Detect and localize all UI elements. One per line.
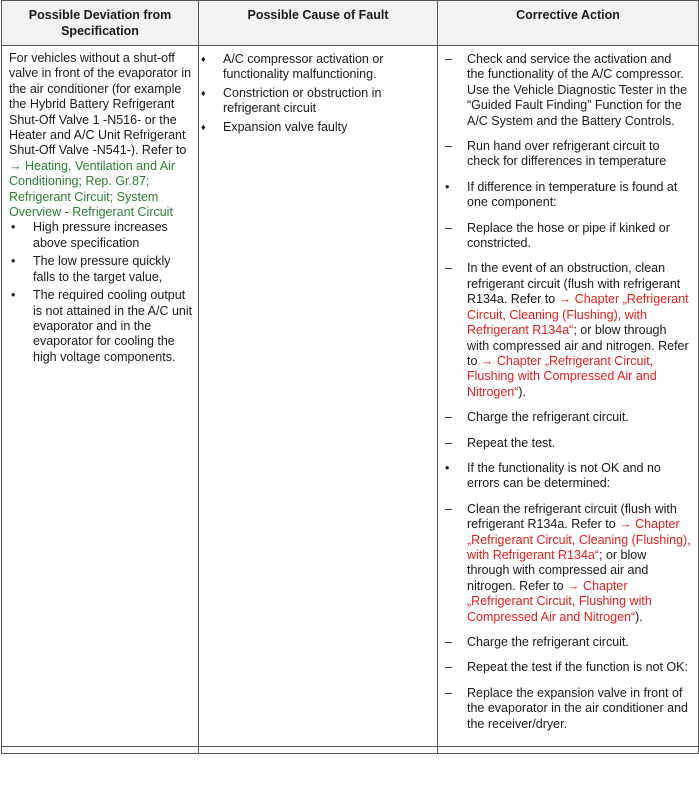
list-item <box>438 410 692 425</box>
action-text: Clean the refrigerant circuit (flush with refrigerant R134a. Refer to <box>467 501 677 532</box>
action-text: ). <box>518 384 527 399</box>
action-text: Replace the expansion valve in front of the evaporator in the air conditioner and the receiver/dryer. <box>467 685 688 731</box>
list-item <box>438 139 692 170</box>
list-item <box>438 660 692 675</box>
action-text: Repeat the test if the function is not OK: <box>467 660 688 675</box>
troubleshooting-table <box>1 0 699 754</box>
deviation-bullets <box>9 220 194 365</box>
dash-icon: – <box>445 501 452 516</box>
action-text: Check and service the activation and the functionality of the A/C compressor. Use the Vehicle Diagnostic Tester in the “Guided Fault Finding” Function for the A/C System and the Battery Controls. <box>467 52 688 128</box>
list-item <box>438 52 692 129</box>
cause-cell <box>199 46 438 747</box>
flushing-refrigerant-link[interactable]: → Chapter „Refrigerant Circuit, Cleaning (Flushing), with Refrigerant R134a“ <box>467 292 689 338</box>
list-item <box>438 180 692 211</box>
deviation-intro <box>9 51 194 220</box>
action-text: Replace the hose or pipe if kinked or constricted. <box>467 220 670 251</box>
list-item <box>9 220 194 251</box>
deviation-cell <box>2 46 199 747</box>
cause-text: Expansion valve faulty <box>223 119 348 134</box>
list-item <box>438 261 692 400</box>
empty-cell <box>438 747 699 754</box>
diamond-bullet-icon: ♦ <box>201 87 206 98</box>
list-item <box>438 436 692 451</box>
action-text: Run hand over refrigerant circuit to check for differences in temperature <box>467 139 667 169</box>
cause-text: Constriction or obstruction in refrigerant circuit <box>223 85 382 116</box>
header-action: Corrective Action <box>438 1 699 46</box>
heating-ventilation-link[interactable]: → Heating, Ventilation and Air Conditioning; Rep. Gr.87; Refrigerant Circuit; System Overview - Refrigerant Circuit <box>9 158 176 220</box>
deviation-intro-text: For vehicles without a shut-off valve in front of the evaporator in the air conditioner (for example the Hybrid Battery Refrigerant Shut-Off Valve 1 -N516- or the Heater and A/C Unit Refrigerant Shut-Off Valve -N541-). Refer to <box>9 51 192 158</box>
list-item <box>9 254 194 285</box>
cause-list <box>199 52 433 135</box>
action-text: Charge the refrigerant circuit. <box>467 410 629 425</box>
table-row <box>2 46 699 747</box>
dash-icon: – <box>445 220 452 235</box>
dash-icon: – <box>445 410 452 425</box>
list-item <box>199 52 433 83</box>
list-item <box>9 288 194 365</box>
list-item <box>438 686 692 732</box>
flushing-air-nitrogen-link[interactable]: → Chapter „Refrigerant Circuit, Flushing with Compressed Air and Nitrogen“ <box>467 353 657 399</box>
list-item <box>199 120 433 135</box>
action-list <box>438 52 692 732</box>
dash-icon: – <box>445 261 452 276</box>
action-text: If the functionality is not OK and no errors can be determined: <box>467 460 661 491</box>
header-cause: Possible Cause of Fault <box>199 1 438 46</box>
diamond-bullet-icon: ♦ <box>201 54 206 64</box>
header-row <box>2 1 699 46</box>
flushing-refrigerant-link[interactable]: → Chapter „Refrigerant Circuit, Cleaning (Flushing), with Refrigerant R134a“ <box>467 517 691 562</box>
action-text: ; or blow through with compressed air and nitrogen. Refer to <box>467 323 689 368</box>
dash-icon: – <box>445 685 452 700</box>
bullet-icon: • <box>445 460 450 475</box>
list-item <box>438 635 692 650</box>
cause-text: A/C compressor activation or functionality malfunctioning. <box>223 52 384 82</box>
action-text: If difference in temperature is found at one component: <box>467 179 678 210</box>
action-text: ; or blow through with compressed air and nitrogen. Refer to <box>467 547 649 593</box>
deviation-bullet-text: The low pressure quickly falls to the target value, <box>33 254 171 284</box>
bullet-icon: • <box>445 179 450 194</box>
dash-icon: – <box>445 139 452 154</box>
action-text: In the event of an obstruction, clean refrigerant circuit (flush with refrigerant R134a. Refer to <box>467 261 681 307</box>
empty-cell <box>199 747 438 754</box>
dash-icon: – <box>445 635 452 649</box>
deviation-bullet-text: High pressure increases above specification <box>33 220 168 250</box>
flushing-air-nitrogen-link[interactable]: → Chapter „Refrigerant Circuit, Flushing with Compressed Air and Nitrogen“ <box>467 578 652 624</box>
empty-cell <box>2 747 199 754</box>
bullet-icon: • <box>11 254 16 269</box>
action-text: Repeat the test. <box>467 435 556 450</box>
bullet-icon: • <box>11 220 16 235</box>
table-row <box>2 747 699 754</box>
list-item <box>199 86 433 117</box>
action-text: Charge the refrigerant circuit. <box>467 635 629 649</box>
action-cell <box>438 46 699 747</box>
dash-icon: – <box>445 660 452 675</box>
deviation-bullet-text: The required cooling output is not attained in the A/C unit evaporator and in the evaporator for cooling the high voltage components. <box>33 288 193 364</box>
list-item <box>438 221 692 252</box>
header-deviation: Possible Deviation from Specification <box>2 1 199 46</box>
diamond-bullet-icon: ♦ <box>201 121 206 132</box>
bullet-icon: • <box>11 288 16 303</box>
list-item <box>438 502 692 625</box>
dash-icon: – <box>445 435 452 450</box>
dash-icon: – <box>445 52 452 66</box>
action-text: ). <box>635 609 643 624</box>
list-item <box>438 461 692 492</box>
